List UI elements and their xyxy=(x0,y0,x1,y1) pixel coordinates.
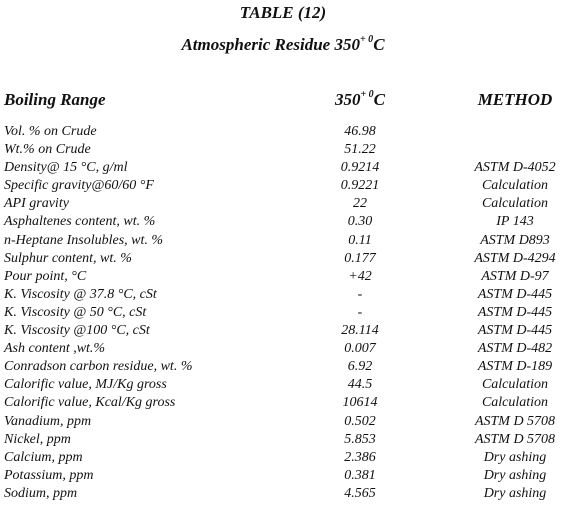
row-method: ASTM D 5708 xyxy=(474,413,556,429)
row-value: 10614 xyxy=(342,395,378,411)
header-value-text: 350 xyxy=(334,90,361,109)
row-value: 0.007 xyxy=(344,341,376,357)
row-label: Sodium, ppm xyxy=(4,485,78,501)
row-method: ASTM D-445 xyxy=(477,304,553,320)
row-method: Calculation xyxy=(481,377,549,393)
row-value: 0.11 xyxy=(348,232,372,248)
column-header-method: METHOD xyxy=(477,90,553,109)
row-method: ASTM D-482 xyxy=(477,341,553,357)
row-method: ASTM D-4294 xyxy=(474,250,556,266)
table-row xyxy=(0,213,566,231)
column-header-value xyxy=(300,90,420,110)
row-label: Asphaltenes content, wt. % xyxy=(4,214,156,230)
table-row xyxy=(0,141,566,159)
table-row xyxy=(0,159,566,177)
row-method: Dry ashing xyxy=(483,485,547,501)
row-method: ASTM D-189 xyxy=(477,359,553,375)
row-value: +42 xyxy=(348,268,372,284)
row-label: Ash content ,wt.% xyxy=(4,341,106,357)
row-value: 0.502 xyxy=(344,413,376,429)
row-method: ASTM D-4052 xyxy=(474,160,556,176)
row-value: 22 xyxy=(353,196,367,212)
row-method: ASTM D-97 xyxy=(481,268,549,284)
row-method: ASTM D 5708 xyxy=(474,431,556,447)
row-label: K. Viscosity @ 50 °C, cSt xyxy=(4,304,147,320)
row-label: K. Viscosity @100 °C, cSt xyxy=(4,323,150,339)
row-method: ASTM D893 xyxy=(480,232,550,248)
row-value: - xyxy=(357,286,363,302)
table-row xyxy=(0,195,566,213)
row-method: Dry ashing xyxy=(483,467,547,483)
row-value: 51.22 xyxy=(344,142,376,158)
row-method: Calculation xyxy=(481,196,549,212)
row-value: 0.30 xyxy=(347,214,373,230)
header-value-unit: C xyxy=(373,90,386,109)
table-subtitle xyxy=(0,35,566,55)
row-label: Density@ 15 °C, g/ml xyxy=(4,160,128,176)
column-header-boiling-range: Boiling Range xyxy=(4,90,106,109)
table-row xyxy=(0,123,566,141)
table-row xyxy=(0,177,566,195)
row-value: 28.114 xyxy=(341,323,379,339)
row-label: Calorific value, Kcal/Kg gross xyxy=(4,395,176,411)
table-row xyxy=(0,304,566,322)
row-label: Vol. % on Crude xyxy=(4,124,97,139)
table-row xyxy=(0,340,566,358)
row-method: Dry ashing xyxy=(483,449,547,465)
row-label: Vanadium, ppm xyxy=(4,413,92,429)
row-label: Sulphur content, wt. % xyxy=(4,250,132,266)
row-value: 0.9221 xyxy=(340,178,380,194)
row-value: 4.565 xyxy=(344,485,376,501)
table-row xyxy=(0,413,566,431)
row-label: n-Heptane Insolubles, wt. % xyxy=(4,232,164,248)
row-label: Wt.% on Crude xyxy=(4,142,91,158)
subtitle-unit: C xyxy=(373,35,385,54)
table-row xyxy=(0,485,566,503)
table-row xyxy=(0,232,566,250)
table-row xyxy=(0,394,566,412)
row-label: Specific gravity@60/60 °F xyxy=(4,178,154,194)
row-label: Calorific value, MJ/Kg gross xyxy=(4,377,167,393)
property-table xyxy=(0,123,566,503)
row-value: 2.386 xyxy=(344,449,376,465)
row-value: 5.853 xyxy=(344,431,376,447)
row-value: 0.177 xyxy=(344,250,376,266)
table-row xyxy=(0,250,566,268)
subtitle-text: Atmospheric Residue 350 xyxy=(181,35,360,54)
table-row xyxy=(0,322,566,340)
row-value: 44.5 xyxy=(347,377,373,393)
table-title: TABLE (12) xyxy=(239,3,327,22)
table-row xyxy=(0,376,566,394)
row-label: K. Viscosity @ 37.8 °C, cSt xyxy=(4,286,157,302)
table-row xyxy=(0,449,566,467)
row-label: Pour point, °C xyxy=(4,268,87,284)
row-label: API gravity xyxy=(4,196,69,212)
row-label: Nickel, ppm xyxy=(4,431,71,447)
row-value: 0.381 xyxy=(344,467,376,483)
row-method: ASTM D-445 xyxy=(477,286,553,302)
row-label: Conradson carbon residue, wt. % xyxy=(4,359,193,375)
table-row xyxy=(0,286,566,304)
subtitle-superscript: + 0 xyxy=(359,34,374,46)
row-value: 46.98 xyxy=(344,124,376,139)
row-value: 0.9214 xyxy=(340,160,380,176)
row-value: - xyxy=(357,304,363,320)
table-row xyxy=(0,431,566,449)
table-row xyxy=(0,467,566,485)
table-row xyxy=(0,358,566,376)
row-method: Calculation xyxy=(481,178,549,194)
row-label: Potassium, ppm xyxy=(4,467,94,483)
header-value-superscript: + 0 xyxy=(360,89,374,101)
row-label: Calcium, ppm xyxy=(4,449,83,465)
row-method: Calculation xyxy=(481,395,549,411)
row-method: IP 143 xyxy=(496,214,534,230)
table-row xyxy=(0,268,566,286)
row-method: ASTM D-445 xyxy=(477,323,553,339)
row-value: 6.92 xyxy=(347,359,373,375)
